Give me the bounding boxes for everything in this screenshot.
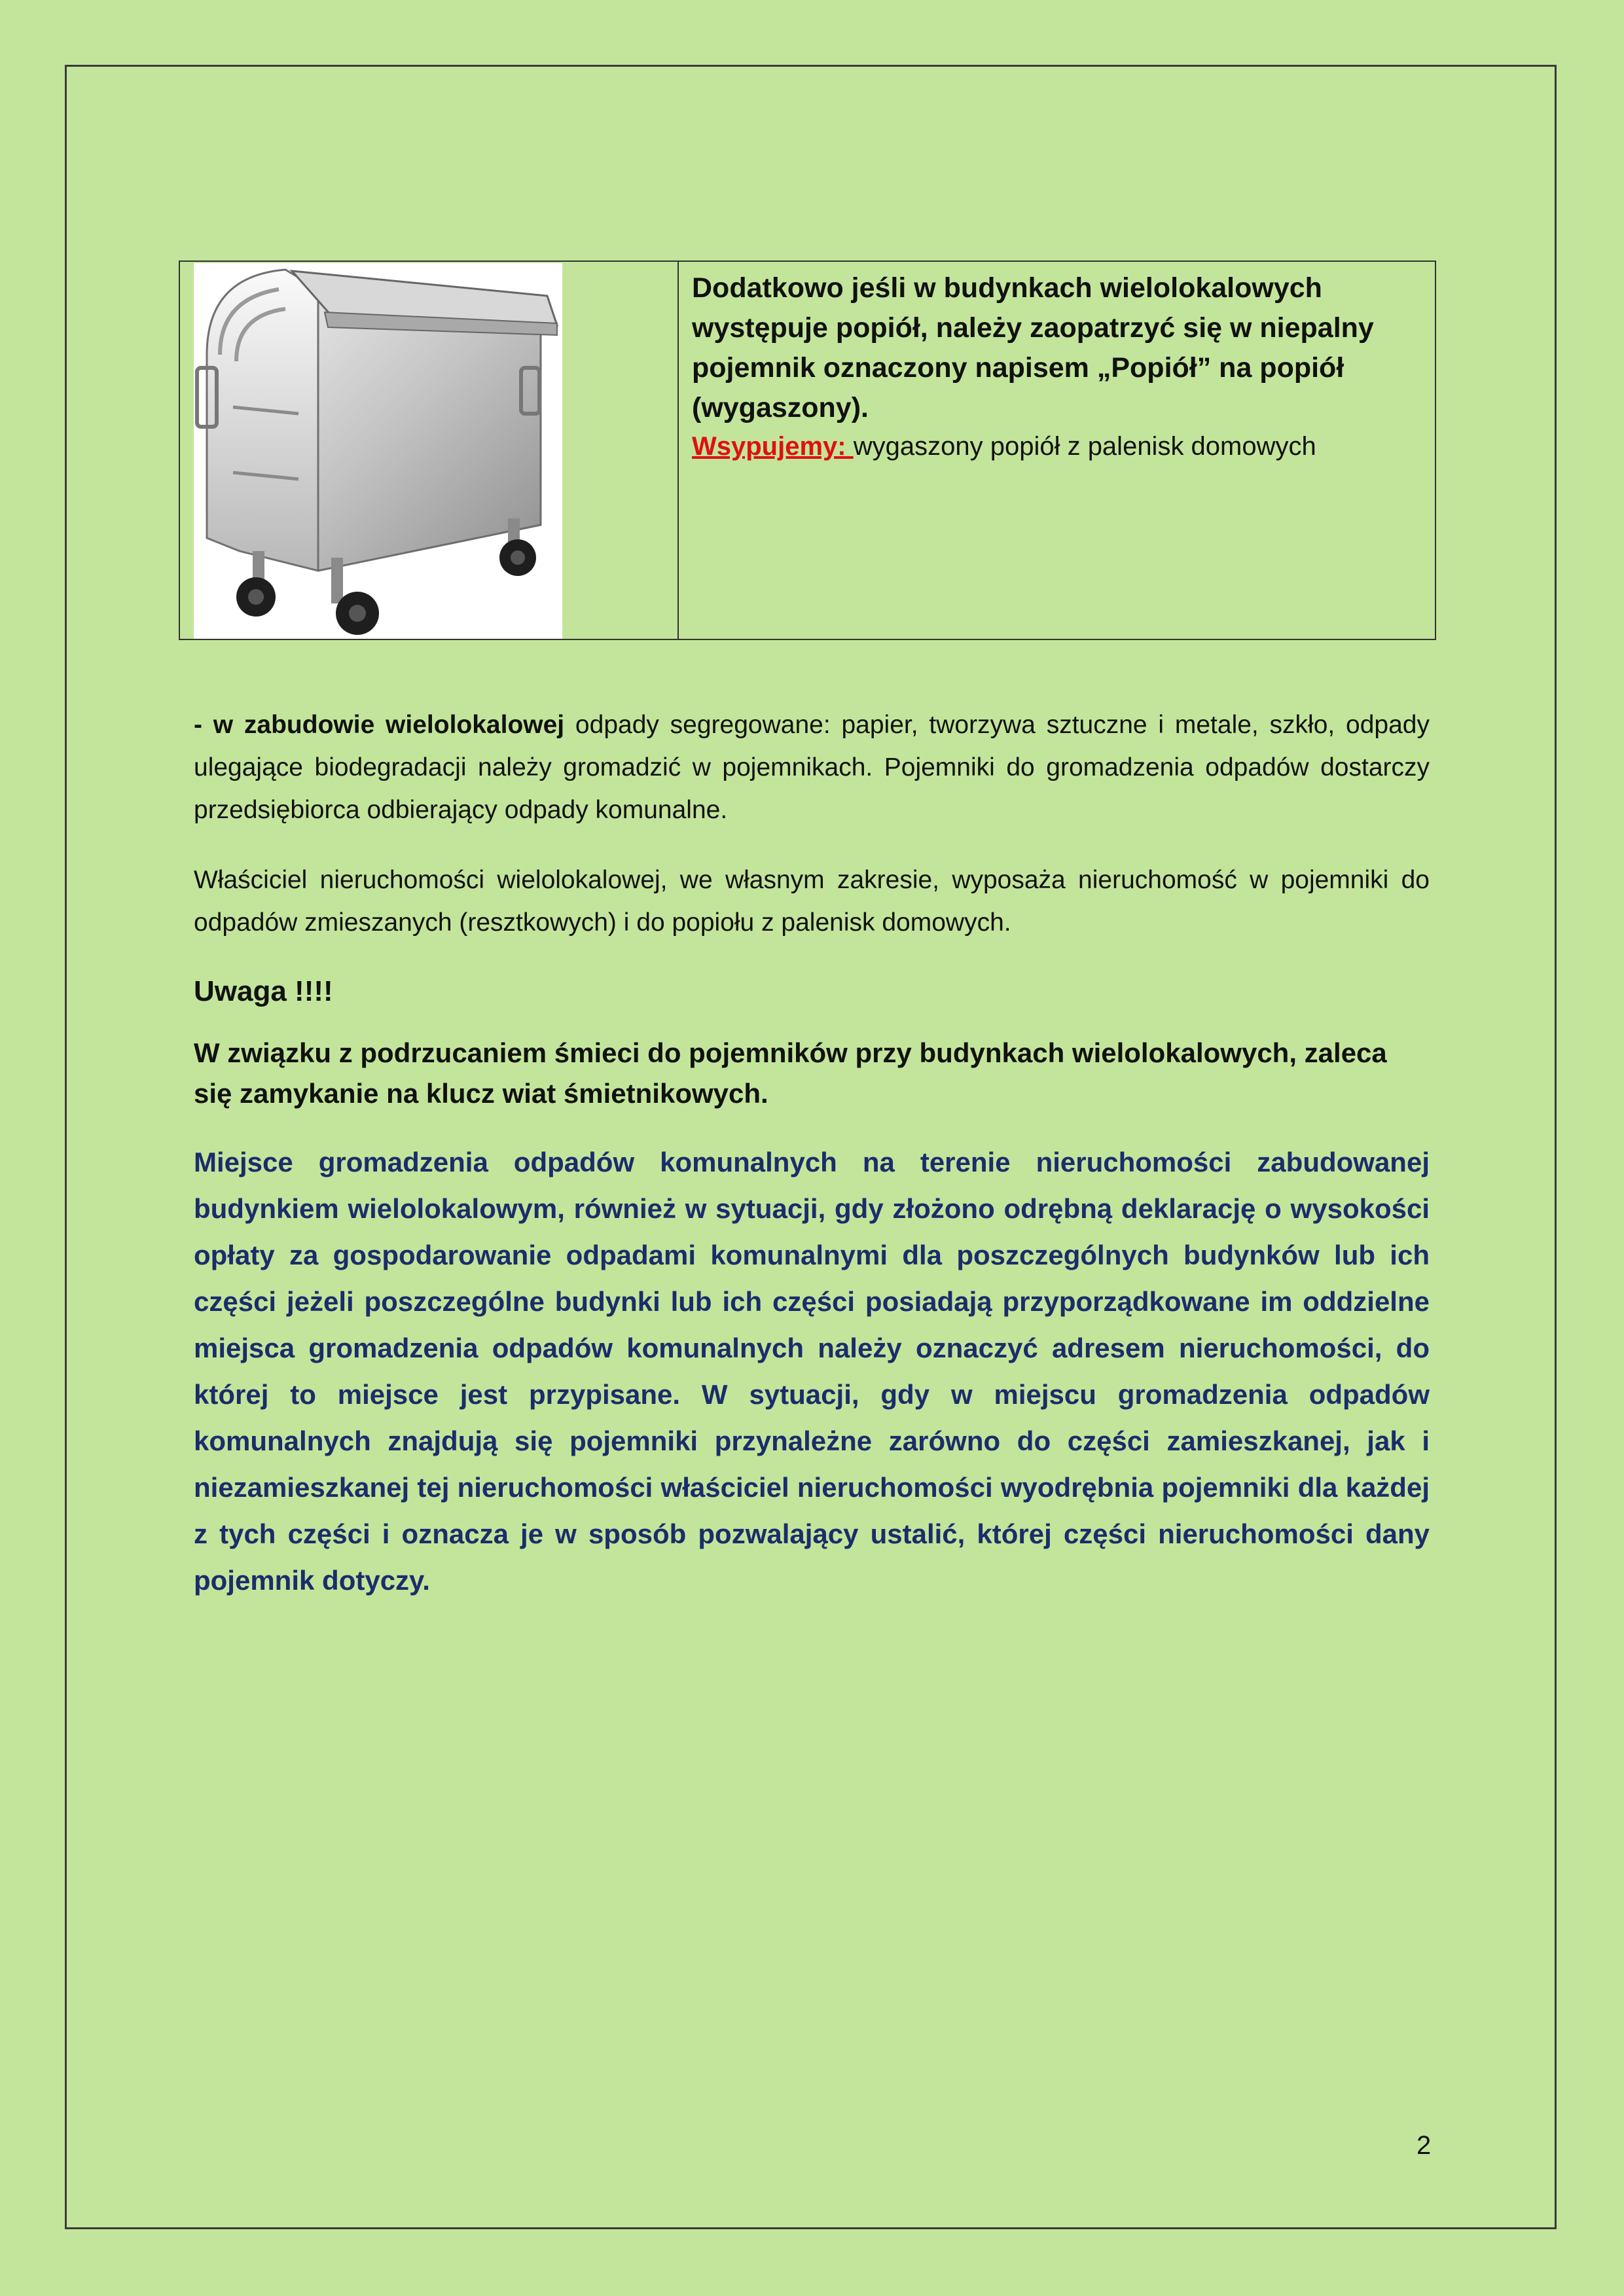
owner-paragraph: Właściciel nieruchomości wielolokalowej, we własnym zakresie, wyposaża nieruchomość w pojemniki do odpadów zmieszanych (resztkowych) i do popiołu z palenisk domowych. (194, 866, 1430, 937)
main-content (194, 704, 1430, 1604)
contents-label: Wsypujemy: (692, 432, 854, 461)
metal-waste-container-icon (194, 263, 562, 639)
info-table (179, 260, 1436, 640)
multi-unit-lead: - w zabudowie wielolokalowej (194, 711, 565, 739)
contents-text: wygaszony popiół z palenisk domowych (853, 432, 1316, 461)
description-cell (679, 262, 1435, 639)
collection-point-notice: Miejsce gromadzenia odpadów komunalnych na terenie nieruchomości zabudowanej budynkiem wielolokalowym, również w sytuacji, gdy złożono odrębną deklarację o wysokości opłaty za gospodarowanie odpadami komunalnymi dla poszczególnych budynków lub ich części jeżeli poszczególne budynki lub ich części posiadają przyporządkowane im oddzielne miejsca gromadzenia odpadów komunalnych należy oznaczyć adresem nieruchomości, do której to miejsce jest przypisane. W sytuacji, gdy w miejscu gromadzenia odpadów komunalnych znajdują się pojemniki przynależne zarówno do części zamieszkanej, jak i niezamieszkanej tej nieruchomości właściciel nieruchomości wyodrębnia pojemniki dla każdej z tych części i oznacza je w sposób pozwalający ustalić, której części nieruchomości dany pojemnik dotyczy. (194, 1147, 1430, 1596)
image-cell (180, 262, 679, 639)
ash-container-heading: Dodatkowo jeśli w budynkach wielolokalowych występuje popiół, należy zaopatrzyć się w niepalny pojemnik oznaczony napisem „Popiół” na popiół (wygaszony). (692, 272, 1374, 423)
ash-container-contents (692, 428, 1422, 465)
multi-unit-paragraph (194, 704, 1430, 831)
page-number: 2 (1416, 2131, 1432, 2160)
attention-heading: Uwaga !!!! (194, 975, 333, 1007)
multi-unit-text: odpady segregowane: papier, tworzywa sztuczne i metale, szkło, odpady ulegające biodegradacji należy gromadzić w pojemnikach. Pojemniki do gromadzenia odpadów dostarczy przedsiębiorca odbierający odpady komunalne. (194, 711, 1430, 824)
warning-paragraph: W związku z podrzucaniem śmieci do pojemników przy budynkach wielolokalowych, zaleca się zamykanie na klucz wiat śmietnikowych. (194, 1037, 1387, 1109)
waste-bin-photo (194, 263, 562, 639)
